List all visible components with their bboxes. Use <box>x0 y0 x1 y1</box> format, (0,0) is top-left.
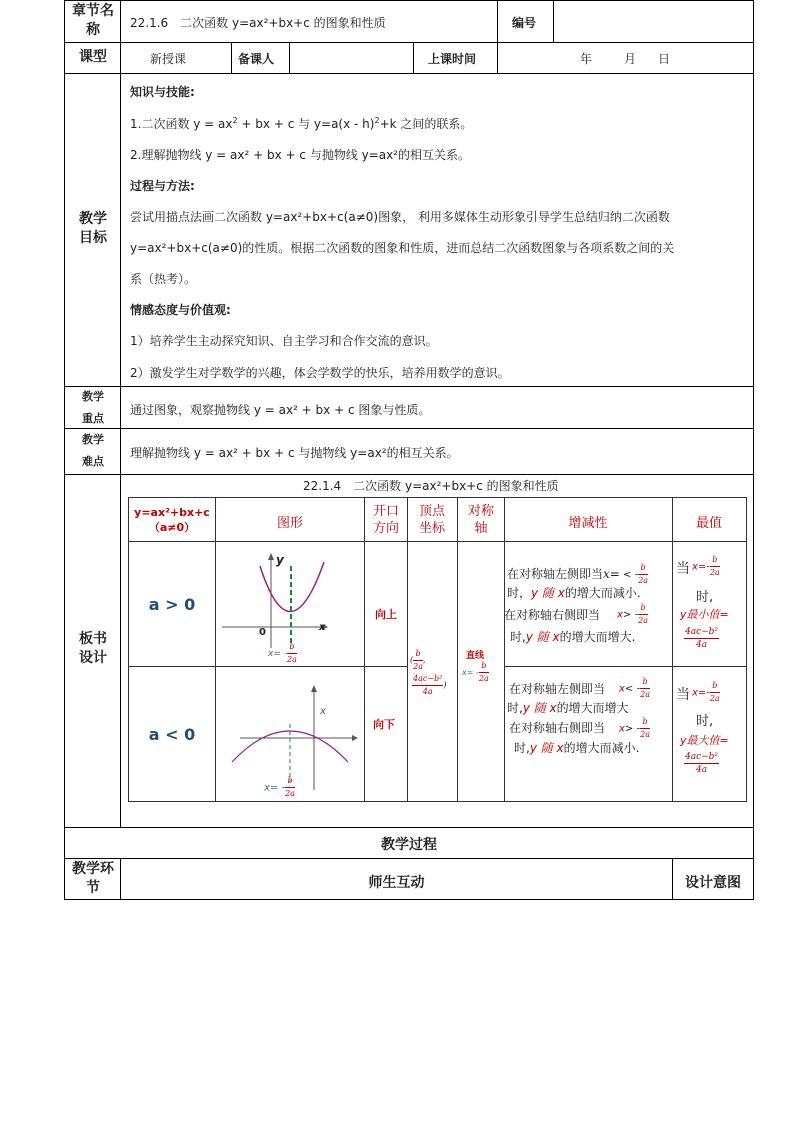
process-heading: 过程与方法: <box>130 179 195 193</box>
mono-pos-left-cond: < - $\frac{b}{2a}$ <box>623 563 649 585</box>
chapter-title: 22.1.6 二次函数 y=ax²+bx+c 的图象和性质 <box>130 16 386 30</box>
lesson-type-label: 课型 <box>79 49 107 65</box>
key-point-text: 通过图象，观察抛物线 y = ax² + bx + c 图象与性质。 <box>130 403 431 417</box>
graph-neg-x-label: x <box>320 706 326 717</box>
mono-neg-right-2: 时,y 随 x的增大而减小. <box>514 741 640 755</box>
process-col-intent: 设计意图 <box>685 875 741 891</box>
extreme-pos-x: x=- $\frac{b}{2a}$ <box>692 555 720 577</box>
graph-pos-y-label: y <box>276 553 284 567</box>
mono-neg-right-1: 在对称轴右侧即当 <box>509 721 606 735</box>
preparer-label: 备课人 <box>238 52 275 66</box>
graph-pos-origin: 0 <box>259 627 266 638</box>
graph-pos-axis-formula: x= - $\frac{b}{2a}$ <box>268 642 297 664</box>
difficulty-text: 理解抛物线 y = ax² + bx + c 与抛物线 y=ax²的相互关系。 <box>130 446 459 460</box>
mono-neg-right-cond: x> - $\frac{b}{2a}$ <box>619 717 650 739</box>
cond-a-positive: a > 0 <box>148 595 196 614</box>
col-extreme: 最值 <box>695 516 722 531</box>
board-title: 22.1.4 二次函数 y=ax²+bx+c 的图象和性质 <box>303 479 559 493</box>
extreme-pos-when: 当 <box>676 561 690 577</box>
extreme-neg-value: $\frac{\text{4ac−b²}}{4a}$ <box>685 752 719 775</box>
key-point-label: 教学重点 <box>82 390 104 425</box>
mono-pos-left-2: 时，y 随 x的增大而减小. <box>507 586 641 600</box>
vertex-coordinates: ( $\frac{b}{2a}$ , $\frac{\text{4ac−b²}}{4a}$ ) <box>410 649 447 696</box>
mono-pos-right-2: 时,y 随 x的增大而增大. <box>510 630 636 644</box>
mono-pos-right-cond: x> - $\frac{b}{2a}$ <box>617 603 648 625</box>
number-label: 编号 <box>512 16 537 30</box>
knowledge-item-2: 2.理解抛物线 y = ax² + bx + c 与抛物线 y=ax²的相互关系。 <box>130 148 471 162</box>
mono-neg-left-2: 时,y 随 x的增大而增大 <box>507 701 629 715</box>
extreme-neg-x: x=- $\frac{b}{2a}$ <box>692 681 720 703</box>
chapter-label: 章节名称 <box>72 3 114 38</box>
extreme-neg-time: 时, <box>696 714 714 729</box>
process-line-3: 系（热考）。 <box>130 272 197 286</box>
emotion-heading: 情感态度与价值观: <box>130 303 231 317</box>
extreme-pos-time: 时, <box>696 590 714 605</box>
difficulty-label: 教学难点 <box>82 433 104 468</box>
process-line-2: y=ax²+bx+c(a≠0)的性质。根据二次函数的图象和性质，进而总结二次函数图象与各项系数之间的关 <box>130 241 675 255</box>
mono-neg-left-cond: x< - $\frac{b}{2a}$ <box>619 677 650 699</box>
opening-up: 向上 <box>375 608 397 621</box>
col-graph: 图形 <box>276 516 303 531</box>
col-monotonic: 增减性 <box>568 516 608 531</box>
board-design-label: 板书设计 <box>79 631 107 666</box>
extreme-neg-when: 当 <box>676 687 690 703</box>
class-time-label: 上课时间 <box>428 52 477 66</box>
process-title: 教学过程 <box>381 837 437 853</box>
col-vertex: 顶点坐标 <box>418 504 445 536</box>
col-opening: 开口方向 <box>372 504 399 536</box>
extreme-pos-value: $\frac{\text{4ac−b²}}{4a}$ <box>685 627 719 650</box>
mono-pos-left-1: 在对称轴左侧即当x= <box>507 567 620 581</box>
process-col-stage: 教学环节 <box>72 861 114 896</box>
graph-pos-x-label: x <box>319 622 326 633</box>
date-month: 月 <box>624 52 637 66</box>
emotion-item-2: 2）激发学生对学数学的兴趣，体会学数学的快乐，培养用数学的意识。 <box>130 366 510 380</box>
graph-neg-axis-formula: x= - $\frac{b}{2a}$ <box>264 776 295 798</box>
emotion-item-1: 1）培养学生主动探究知识、自主学习和合作交流的意识。 <box>130 334 438 348</box>
col-function: y=ax²+bx+c （a≠0） <box>134 506 210 534</box>
axis-formula: x= - $\frac{b}{2a}$ <box>462 661 489 683</box>
knowledge-item-1: 1.二次函数 $y = ax^2$ + bx + c 与 y=a(x - h)$^2$+k 之间的联系。 <box>130 116 473 131</box>
date-day: 日 <box>658 52 671 66</box>
extreme-pos-label: y最小值= <box>680 608 729 621</box>
knowledge-heading: 知识与技能: <box>130 85 195 99</box>
mono-pos-right-1: 在对称轴右侧即当 <box>504 608 601 622</box>
opening-down: 向下 <box>373 718 395 731</box>
cond-a-negative: a < 0 <box>148 725 196 744</box>
axis-word: 直线 <box>466 651 485 661</box>
date-year: 年 <box>580 52 593 66</box>
col-axis: 对称轴 <box>467 504 494 536</box>
process-col-interaction: 师生互动 <box>368 875 425 891</box>
extreme-neg-label: y最大值= <box>680 734 729 747</box>
lesson-type-value: 新授课 <box>150 52 187 66</box>
objectives-label: 教学目标 <box>79 211 107 246</box>
mono-neg-left-1: 在对称轴左侧即当 <box>509 682 606 696</box>
process-line-1: 尝试用描点法画二次函数 y=ax²+bx+c(a≠0)图象， 利用多媒体生动形象引导学生总结归纳二次函数 <box>130 210 670 224</box>
